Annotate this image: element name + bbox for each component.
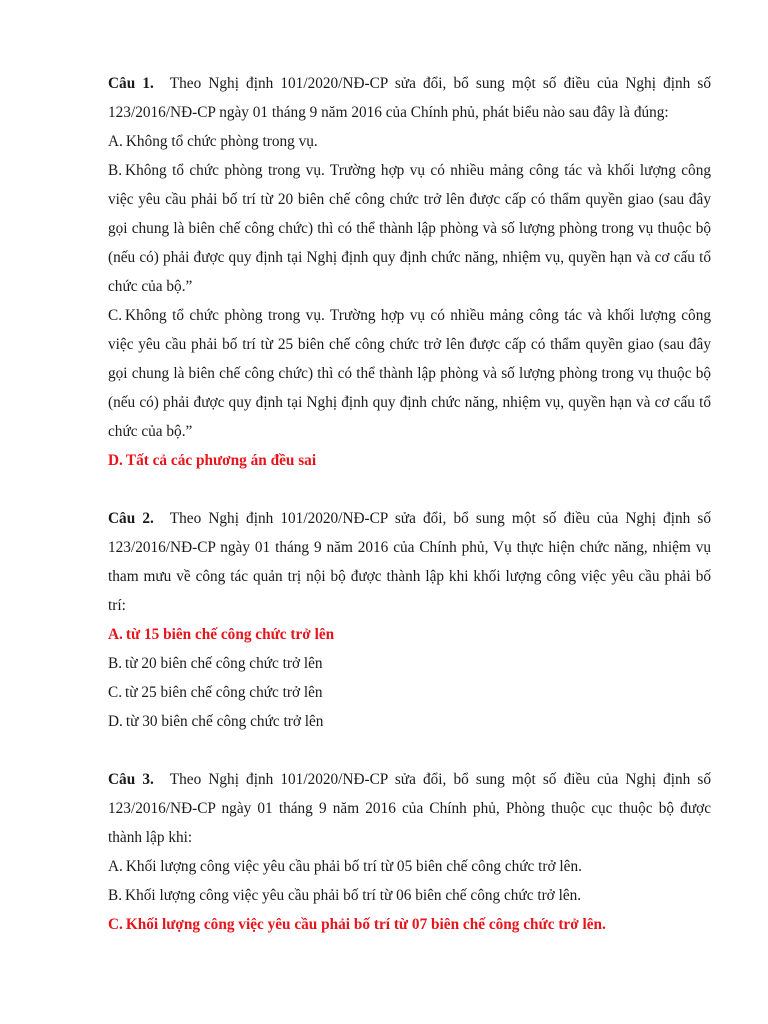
answer-option-a — [108, 127, 711, 156]
option-text: từ 15 biên chế công chức trở lên — [125, 626, 335, 643]
question-number: Câu 3. — [108, 771, 154, 788]
answer-option-b — [108, 156, 711, 301]
answer-option-d-correct — [108, 446, 711, 475]
answer-option-c — [108, 678, 711, 707]
option-letter: A. — [108, 858, 123, 875]
option-text: Tất cả các phương án đều sai — [125, 452, 317, 469]
question-number: Câu 1. — [108, 75, 154, 92]
option-letter: A. — [108, 626, 123, 643]
question-stem — [108, 69, 711, 127]
answer-option-b — [108, 649, 711, 678]
question-2 — [108, 504, 711, 736]
answer-option-c-correct — [108, 910, 711, 939]
document-page — [108, 69, 711, 968]
answer-option-a-correct — [108, 620, 711, 649]
option-letter: B. — [108, 655, 123, 672]
question-3 — [108, 765, 711, 939]
question-1 — [108, 69, 711, 475]
option-letter: A. — [108, 133, 123, 150]
question-text: Theo Nghị định 101/2020/NĐ-CP sửa đổi, bổ sung một số điều của Nghị định số 123/2016/NĐ-CP ngày 01 tháng 9 năm 2016 của Chính phủ, Vụ thực hiện chức năng, nhiệm vụ tham mưu về công tác quản trị nội bộ được thành lập khi khối lượng công việc yêu cầu phải bố trí: — [108, 510, 711, 614]
option-text: Không tổ chức phòng trong vụ. Trường hợp vụ có nhiều mảng công tác và khối lượng công việc yêu cầu phải bố trí từ 20 biên chế công chức trở lên được cấp có thẩm quyền giao (sau đây gọi chung là biên chế công chức) thì có thể thành lập phòng và số lượng phòng trong vụ thuộc bộ (nếu có) phải được quy định tại Nghị định quy định chức năng, nhiệm vụ, quyền hạn và cơ cấu tổ chức của bộ.” — [108, 162, 711, 295]
option-letter: C. — [108, 916, 123, 933]
option-text: Khối lượng công việc yêu cầu phải bố trí từ 05 biên chế công chức trở lên. — [125, 858, 582, 875]
question-stem — [108, 765, 711, 852]
option-letter: B. — [108, 162, 123, 179]
question-text: Theo Nghị định 101/2020/NĐ-CP sửa đổi, bổ sung một số điều của Nghị định số 123/2016/NĐ-CP ngày 01 tháng 9 năm 2016 của Chính phủ, Phòng thuộc cục thuộc bộ được thành lập khi: — [108, 771, 711, 846]
option-letter: D. — [108, 713, 123, 730]
answer-option-d — [108, 707, 711, 736]
question-stem — [108, 504, 711, 620]
question-text: Theo Nghị định 101/2020/NĐ-CP sửa đổi, bổ sung một số điều của Nghị định số 123/2016/NĐ-CP ngày 01 tháng 9 năm 2016 của Chính phủ, phát biểu nào sau đây là đúng: — [108, 75, 711, 121]
option-letter: C. — [108, 684, 123, 701]
option-text: Không tổ chức phòng trong vụ. Trường hợp vụ có nhiều mảng công tác và khối lượng công việc yêu cầu phải bố trí từ 25 biên chế công chức trở lên được cấp có thẩm quyền giao (sau đây gọi chung là biên chế công chức) thì có thể thành lập phòng và số lượng phòng trong vụ thuộc bộ (nếu có) phải được quy định tại Nghị định quy định chức năng, nhiệm vụ, quyền hạn và cơ cấu tổ chức của bộ.” — [108, 307, 711, 440]
option-text: từ 30 biên chế công chức trở lên — [125, 713, 324, 730]
option-letter: D. — [108, 452, 123, 469]
option-letter: C. — [108, 307, 123, 324]
answer-option-a — [108, 852, 711, 881]
option-text: Khối lượng công việc yêu cầu phải bố trí từ 06 biên chế công chức trở lên. — [125, 887, 582, 904]
question-number: Câu 2. — [108, 510, 154, 527]
option-text: Khối lượng công việc yêu cầu phải bố trí từ 07 biên chế công chức trở lên. — [125, 916, 606, 933]
option-text: từ 25 biên chế công chức trở lên — [125, 684, 323, 701]
answer-option-c — [108, 301, 711, 446]
option-text: từ 20 biên chế công chức trở lên — [125, 655, 323, 672]
answer-option-b — [108, 881, 711, 910]
option-text: Không tổ chức phòng trong vụ. — [125, 133, 318, 150]
option-letter: B. — [108, 887, 123, 904]
